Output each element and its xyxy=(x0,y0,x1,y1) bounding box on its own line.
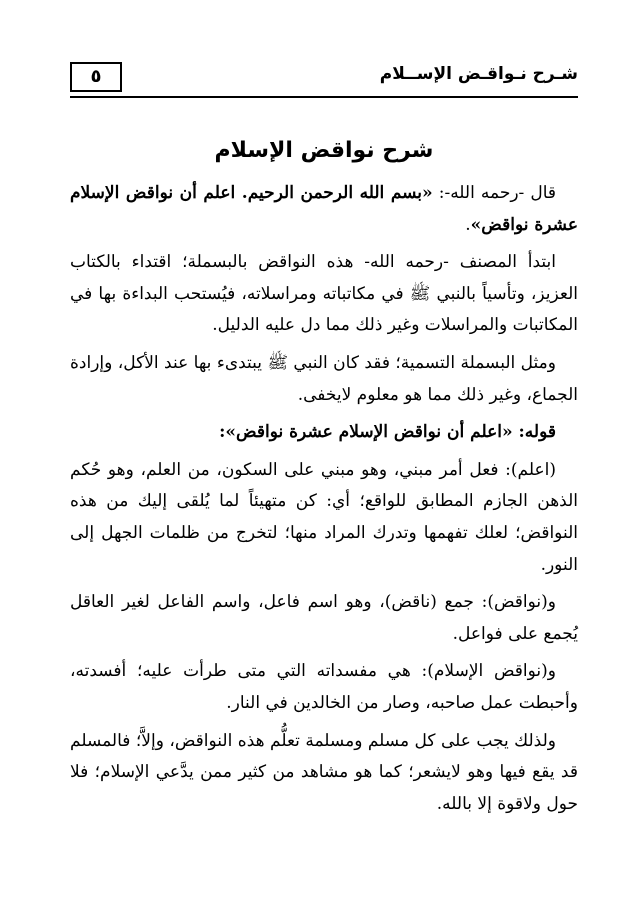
text-run: ولذلك يجب على كل مسلم ومسلمة تعلُّم هذه النواقض، وإلاَّ؛ فالمسلم قد يقع فيها وهو لايشعر؛ كما هو مشاهد من كثير ممن يدَّعي الإسلام؛ فلا حول ولاقوة إلا بالله. xyxy=(70,730,578,814)
paragraph xyxy=(70,247,578,342)
text-run: قال -رحمه الله-: xyxy=(432,183,556,203)
text-run: و(نواقض): جمع (ناقض)، وهو اسم فاعل، واسم الفاعل لغير العاقل يُجمع على فواعل. xyxy=(70,592,578,644)
paragraph xyxy=(70,726,578,821)
text-run: . xyxy=(465,214,471,235)
paragraph xyxy=(70,417,578,449)
paragraph xyxy=(70,455,578,581)
paragraph xyxy=(70,348,578,411)
running-title: شـرح نـواقـض الإســلام xyxy=(379,64,578,84)
text-run: (اعلم): فعل أمر مبني، وهو مبني على السكون، من العلم، وهو حُكم الذهن الجازم المطابق للواقع؛ أي: كن متهيئاً لما يُلقى إليك من هذه النواقض؛ لعلك تفهمها وتدرك المراد منها؛ لتخرج من ظلمات الجهل إلى النور. xyxy=(70,459,578,575)
quoted-text: «اعلم أن نواقض الإسلام عشرة نواقض» xyxy=(225,422,513,443)
paragraph xyxy=(70,587,578,650)
text-run: قوله: xyxy=(512,422,556,443)
page-header xyxy=(70,62,578,96)
quoted-text: «بسم الله الرحمن الرحيم. اعلم أن نواقض الإسلام عشرة نواقض» xyxy=(70,183,578,235)
paragraph xyxy=(70,656,578,719)
text-run: و(نواقض الإسلام): هي مفسداته التي متى طرأت عليه؛ أفسدته، وأحبطت عمل صاحبه، وصار من الخالدين في النار. xyxy=(70,661,578,713)
text-run: ابتدأ المصنف -رحمه الله- هذه النواقض بالبسملة؛ اقتداء بالكتاب العزيز، وتأسياً بالنبي ﷺ في مكاتباته ومراسلاته، فيُستحب البداءة بها في المكاتبات والمراسلات وغير ذلك مما دل عليه الدليل. xyxy=(70,252,578,336)
page-number: ٥ xyxy=(70,62,122,92)
text-run: : xyxy=(219,422,226,443)
header-divider xyxy=(70,96,578,98)
paragraph xyxy=(70,178,578,241)
chapter-title: شرح نواقض الإسلام xyxy=(214,138,434,163)
body-text xyxy=(70,178,578,826)
text-run: ومثل البسملة التسمية؛ فقد كان النبي ﷺ يبتدىء بها عند الأكل، وإرادة الجماع، وغير ذلك مما هو معلوم لايخفى. xyxy=(70,352,578,405)
